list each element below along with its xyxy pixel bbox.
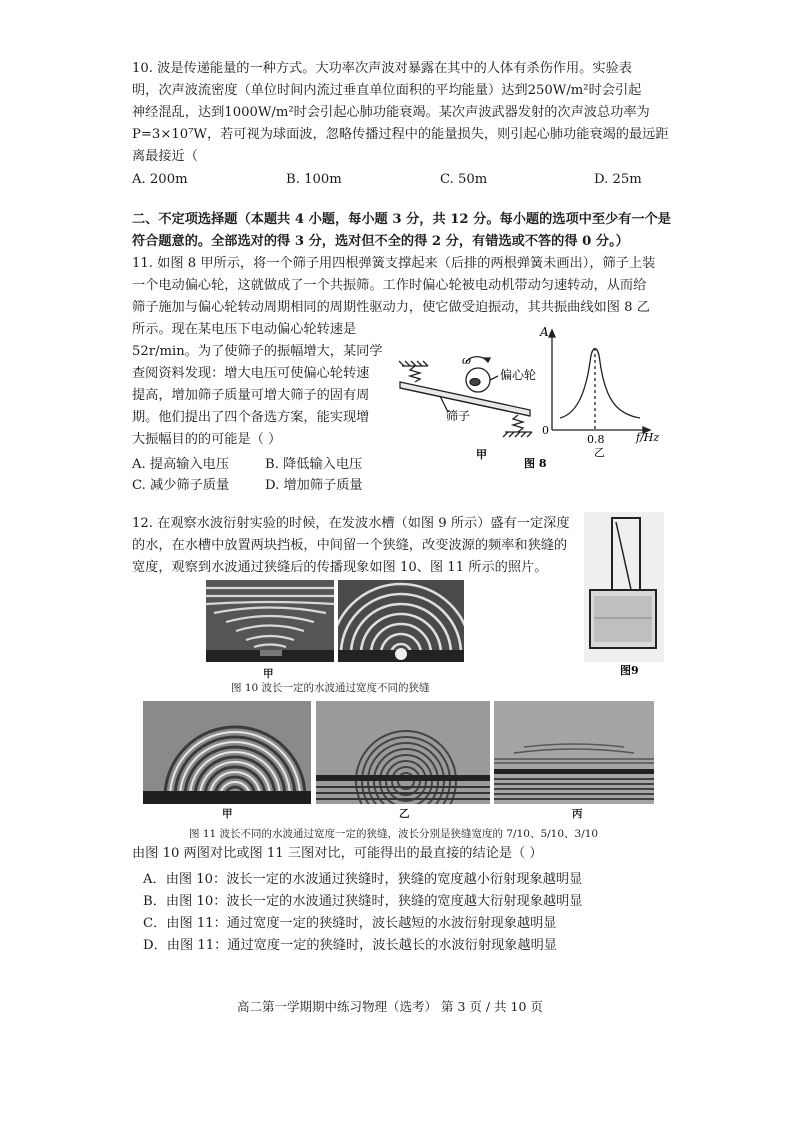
fig8-yi-label: 乙: [594, 446, 605, 459]
fig11-caption: 图 11 波长不同的水波通过宽度一定的狭缝，波长分别是狭缝宽度的 7/10、5/10、3/10: [189, 828, 599, 840]
q12-option-b: B．由图 10：波长一定的水波通过狭缝时，狭缝的宽度越大衍射现象越明显: [143, 894, 583, 909]
q10-line-5: 离最接近（: [132, 149, 198, 164]
resonance-curve-chart: [549, 330, 650, 433]
peak-tick-label: 0.8: [587, 433, 605, 446]
q11-line-9: 大振幅目的的可能是（ ）: [132, 432, 282, 447]
q10-option-b: B. 100m: [286, 172, 342, 187]
q12-question: 由图 10 两图对比或图 11 三图对比，可能得出的最直接的结论是（ ）: [132, 846, 543, 861]
q11-line-4: 所示。现在某电压下电动偏心轮转速是: [132, 322, 357, 337]
q11-line-2: 一个电动偏心轮，这就做成了一个共振筛。工作时偏心轮被电动机带动匀速转动，从而给: [132, 278, 647, 293]
q11-line-3: 筛子施加与偏心轮转动周期相同的周期性驱动力，使它做受迫振动，其共振曲线如图 8 乙: [132, 300, 650, 315]
q11-line-5: 52r/min。为了使筛子的振幅增大，某同学: [132, 344, 383, 359]
axis-y-label: A: [540, 325, 549, 339]
q11-line-1: 11. 如图 8 甲所示，将一个筛子用四根弹簧支撑起来（后排的两根弹簧未画出），筛子上装: [132, 256, 656, 271]
q10-option-c: C. 50m: [440, 172, 488, 187]
fig10-jia-label: 甲: [263, 668, 274, 680]
fig10-photo-1: [206, 580, 334, 662]
fig9-caption: 图9: [620, 664, 639, 677]
resonance-curve: [560, 349, 640, 419]
fig10-photo-2: [338, 580, 464, 662]
figure-8: [390, 322, 700, 482]
q10-line-2: 明，次声波流密度（单位时间内流过垂直单位面积的平均能量）达到250W/m²时会引起: [132, 83, 642, 98]
q11-option-c: C. 减少筛子质量: [132, 478, 230, 493]
eccentric-label: 偏心轮: [500, 368, 537, 382]
q11-option-b: B. 降低输入电压: [265, 457, 363, 472]
q11-line-7: 提高，增加筛子质量可增大筛子的固有周: [132, 388, 370, 403]
q10-option-d: D. 25m: [594, 172, 642, 187]
q11-option-d: D. 增加筛子质量: [265, 478, 363, 493]
section-2-line-1: 二、不定项选择题（本题共 4 小题，每小题 3 分，共 12 分。每小题的选项中至少有一个是: [132, 212, 671, 227]
fig11-bing-label: 丙: [572, 808, 583, 820]
q12-line-3: 宽度，观察到水波通过狭缝后的传播现象如图 10、图 11 所示的照片。: [132, 560, 548, 575]
fig11-photo-yi: [316, 701, 490, 804]
origin-label: 0: [542, 424, 549, 437]
axis-x-label: f/Hz: [636, 431, 660, 444]
q11-line-8: 期。他们提出了四个备选方案，能实现增: [132, 410, 370, 425]
q10-option-a: A. 200m: [132, 172, 188, 187]
sieve-label: 筛子: [446, 409, 471, 423]
wheel-leader: [490, 376, 498, 380]
q10-line-1: 10. 波是传递能量的一种方式。大功率次声波对暴露在其中的人体有杀伤作用。实验表: [132, 61, 632, 76]
fig11-jia-label: 甲: [222, 808, 233, 820]
q11-option-a: A. 提高输入电压: [132, 457, 230, 472]
figure-9-wave-tank: [584, 512, 664, 682]
fig10-caption: 图 10 波长一定的水波通过宽度不同的狭缝: [231, 682, 430, 694]
page-footer: 高二第一学期期中练习物理（选考） 第 3 页 / 共 10 页: [237, 999, 543, 1014]
q12-line-2: 的水，在水槽中放置两块挡板，中间留一个狭缝，改变波源的频率和狭缝的: [132, 538, 568, 553]
q11-line-6: 查阅资料发现：增大电压可使偏心轮转速: [132, 366, 370, 381]
fig11-photo-jia: [143, 701, 311, 804]
fig8-jia-label: 甲: [476, 448, 487, 461]
fig11-yi-label: 乙: [399, 808, 410, 820]
fig8-caption: 图 8: [524, 457, 547, 470]
omega-label: ω: [462, 354, 471, 367]
spring-left: [410, 366, 420, 382]
q12-line-1: 12. 在观察水波衍射实验的时候，在发波水槽（如图 9 所示）盛有一定深度: [132, 516, 570, 531]
q12-option-d: D．由图 11：通过宽度一定的狭缝时，波长越长的水波衍射现象越明显: [143, 938, 557, 953]
q12-option-c: C．由图 11：通过宽度一定的狭缝时，波长越短的水波衍射现象越明显: [143, 916, 557, 931]
q10-line-4: P=3×10⁷W，若可视为球面波，忽略传播过程中的能量损失，则引起心肺功能衰竭的最远距: [132, 127, 669, 142]
spring-right: [513, 415, 523, 432]
section-2-line-2: 符合题意的。全部选对的得 3 分，选对但不全的得 2 分，有错选或不答的得 0 分。）: [132, 234, 629, 249]
fig11-photo-bing: [494, 701, 654, 804]
q12-option-a: A．由图 10：波长一定的水波通过狭缝时，狭缝的宽度越小衍射现象越明显: [143, 872, 583, 887]
q10-line-3: 神经混乱，达到1000W/m²时会引起心肺功能衰竭。某次声波武器发射的次声波总功率为: [132, 105, 650, 120]
